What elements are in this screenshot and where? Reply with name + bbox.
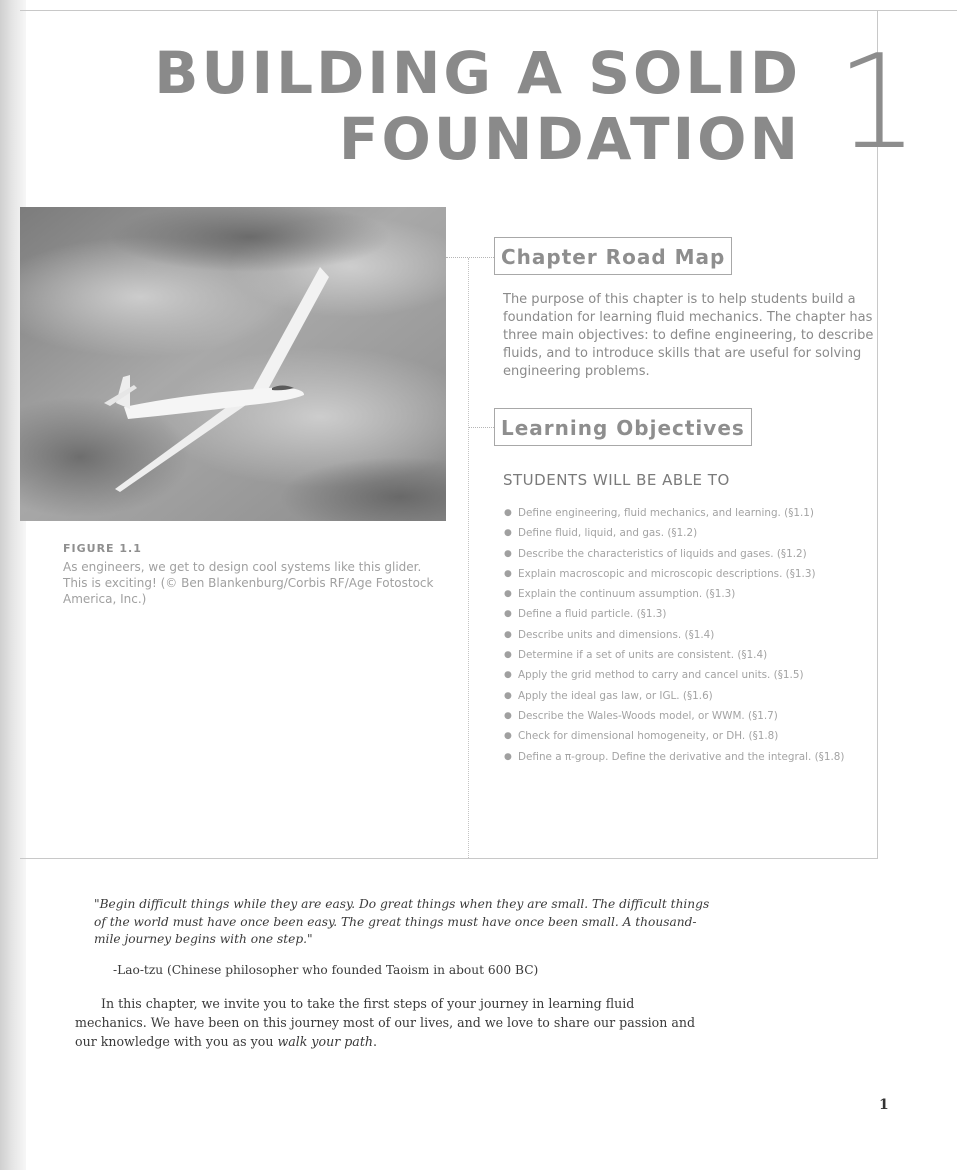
objective-item: ● Explain macroscopic and microscopic descriptions. (§1.3) (504, 564, 894, 584)
objective-item: ● Define a fluid particle. (§1.3) (504, 604, 894, 624)
objective-item: ● Define a π-group. Define the derivative and the integral. (§1.8) (504, 747, 894, 767)
chapter-title-line1: BUILDING A SOLID (154, 39, 801, 107)
objectives-list (504, 503, 894, 767)
intro-text-end: . (373, 1034, 378, 1049)
students-will-heading: STUDENTS WILL BE ABLE TO (503, 471, 730, 489)
objective-item: ● Describe the Wales-Woods model, or WWM. (§1.7) (504, 706, 894, 726)
objective-item: ● Apply the grid method to carry and cancel units. (§1.5) (504, 665, 894, 685)
objective-item: ● Define fluid, liquid, and gas. (§1.2) (504, 523, 894, 543)
bullet-icon: ● (504, 609, 512, 620)
objective-item: ● Apply the ideal gas law, or IGL. (§1.6) (504, 686, 894, 706)
road-map-heading: Chapter Road Map (494, 237, 732, 275)
objective-item: ● Determine if a set of units are consistent. (§1.4) (504, 645, 894, 665)
objective-item: ● Describe the characteristics of liquids and gases. (§1.2) (504, 544, 894, 564)
figure-label: FIGURE 1.1 (63, 542, 142, 555)
bullet-icon: ● (504, 508, 512, 518)
figure-caption: As engineers, we get to design cool systems like this glider. This is exciting! (© Ben Blankenburg/Corbis RF/Age Fotostock America, Inc.) (63, 560, 434, 606)
bullet-icon: ● (504, 528, 512, 539)
objectives-leader (468, 427, 494, 428)
intro-text: In this chapter, we invite you to take the first steps of your journey in learning fluid mechanics. We have been on this journey most of our lives, and we love to share our passion and our knowledge with you as you (75, 996, 696, 1049)
bullet-icon: ● (504, 710, 512, 721)
glider-photo (20, 207, 446, 521)
dotted-column-line (468, 258, 469, 858)
bullet-icon: ● (504, 548, 512, 559)
objective-item: ● Describe units and dimensions. (§1.4) (504, 625, 894, 645)
epigraph-attribution: -Lao-tzu (Chinese philosopher who founded Taoism in about 600 BC) (113, 963, 539, 977)
chapter-number: 1 (836, 26, 919, 178)
bullet-icon: ● (504, 629, 512, 640)
objective-item: ● Explain the continuum assumption. (§1.3) (504, 584, 894, 604)
top-rule (20, 10, 957, 11)
learning-objectives-heading: Learning Objectives (494, 408, 752, 446)
bullet-icon: ● (504, 589, 512, 600)
chapter-title-line2: FOUNDATION (338, 105, 801, 173)
bullet-icon: ● (504, 568, 512, 579)
epigraph-quote: "Begin difficult things while they are easy. Do great things when they are small. The difficult things of the world must have once been easy. The great things must have once been small. A thousand-mile journey begins with one step." (94, 897, 710, 946)
bullet-icon: ● (504, 650, 512, 661)
section-divider (20, 858, 878, 859)
glider-illustration (20, 207, 446, 521)
chapter-title (154, 40, 801, 172)
objective-item: ● Define engineering, fluid mechanics, and learning. (§1.1) (504, 503, 894, 523)
road-map-text: The purpose of this chapter is to help students build a foundation for learning fluid mechanics. The chapter has three main objectives: to define engineering, to describe fluids, and to introduce skills that are useful for solving engineering problems. (503, 292, 874, 379)
bullet-icon: ● (504, 731, 512, 742)
road-map-leader (446, 257, 494, 258)
scan-edge-shadow (0, 0, 26, 1170)
bullet-icon: ● (504, 670, 512, 681)
intro-emphasis: walk your path (277, 1034, 373, 1049)
objective-item: ● Check for dimensional homogeneity, or DH. (§1.8) (504, 726, 894, 746)
bullet-icon: ● (504, 690, 512, 701)
intro-paragraph (75, 994, 705, 1051)
bullet-icon: ● (504, 751, 512, 762)
page-number: 1 (879, 1097, 889, 1113)
